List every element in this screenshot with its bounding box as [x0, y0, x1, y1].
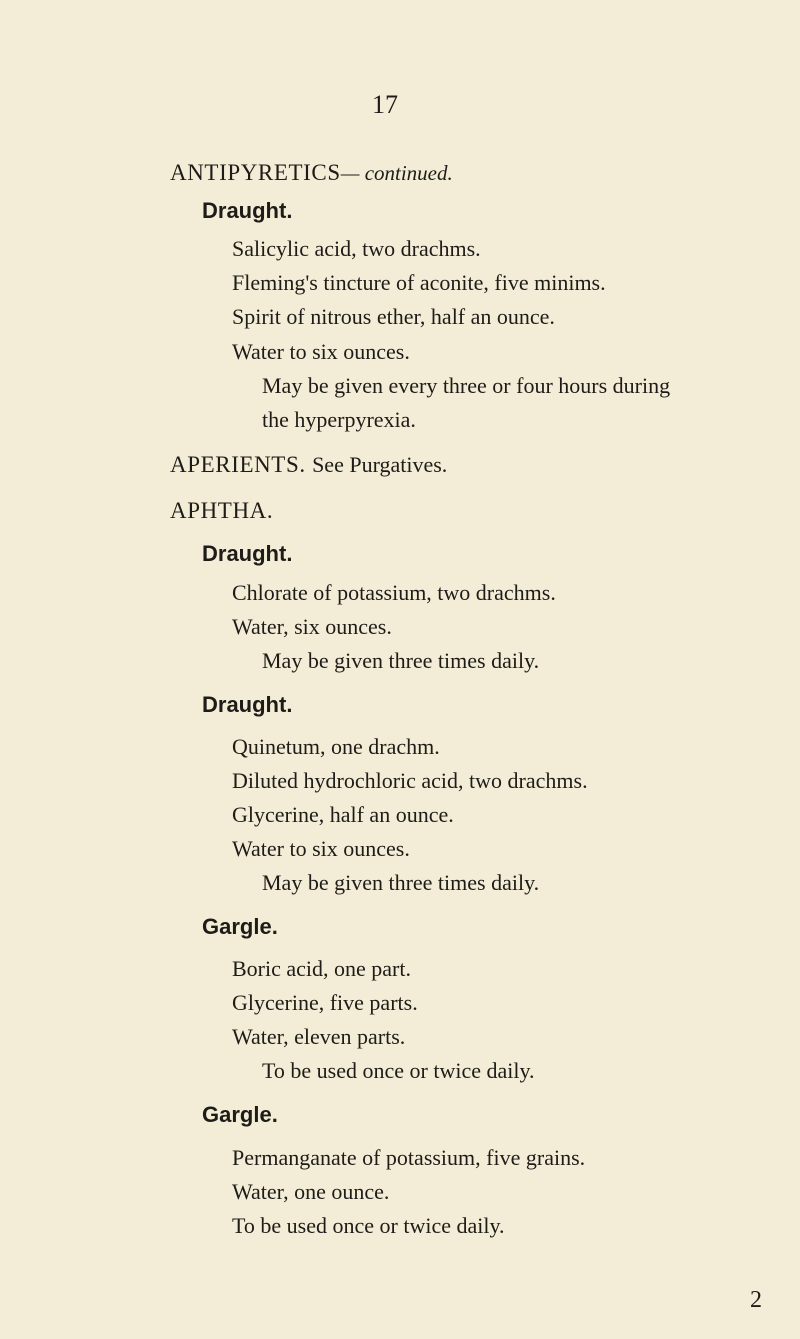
recipe-heading: Draught. [202, 692, 293, 717]
signature-mark: 2 [750, 1287, 762, 1313]
directions-line: the hyperpyrexia. [262, 407, 416, 432]
recipe-heading: Draught. [202, 541, 293, 566]
ingredient-line: Water, six ounces. [232, 614, 392, 639]
directions-line: May be given three times daily. [262, 870, 540, 895]
ingredient-line: Boric acid, one part. [232, 956, 411, 981]
recipe-heading: Gargle. [202, 1102, 278, 1127]
page-number: 17 [372, 90, 398, 119]
ingredient-line: Water to six ounces. [232, 836, 410, 861]
section-heading-aperients [170, 452, 447, 478]
recipe-heading: Draught. [202, 198, 293, 223]
recipe-heading: Gargle. [202, 914, 278, 939]
ingredient-line: Glycerine, five parts. [232, 990, 418, 1015]
continued-label: — continued. [340, 161, 453, 185]
ingredient-line: Spirit of nitrous ether, half an ounce. [232, 304, 555, 329]
section-title: APERIENTS. [170, 452, 306, 477]
ingredient-line: Fleming's tincture of aconite, five minims. [232, 270, 606, 295]
section-heading-aphtha: APHTHA. [170, 498, 274, 523]
ingredient-line: Permanganate of potassium, five grains. [232, 1145, 586, 1170]
directions-line: To be used once or twice daily. [232, 1213, 505, 1238]
ingredient-line: Salicylic acid, two drachms. [232, 236, 481, 261]
cross-reference: See Purgatives. [312, 452, 448, 477]
ingredient-line: Water to six ounces. [232, 339, 410, 364]
ingredient-line: Water, one ounce. [232, 1179, 390, 1204]
directions-line: May be given three times daily. [262, 648, 540, 673]
ingredient-line: Diluted hydrochloric acid, two drachms. [232, 768, 588, 793]
directions-line: May be given every three or four hours during [262, 373, 671, 398]
directions-line: To be used once or twice daily. [262, 1058, 535, 1083]
ingredient-line: Water, eleven parts. [232, 1024, 406, 1049]
ingredient-line: Glycerine, half an ounce. [232, 802, 454, 827]
ingredient-line: Quinetum, one drachm. [232, 734, 440, 759]
ingredient-line: Chlorate of potassium, two drachms. [232, 580, 556, 605]
section-title: ANTIPYRETICS [170, 160, 341, 185]
section-heading-antipyretics [170, 160, 453, 186]
